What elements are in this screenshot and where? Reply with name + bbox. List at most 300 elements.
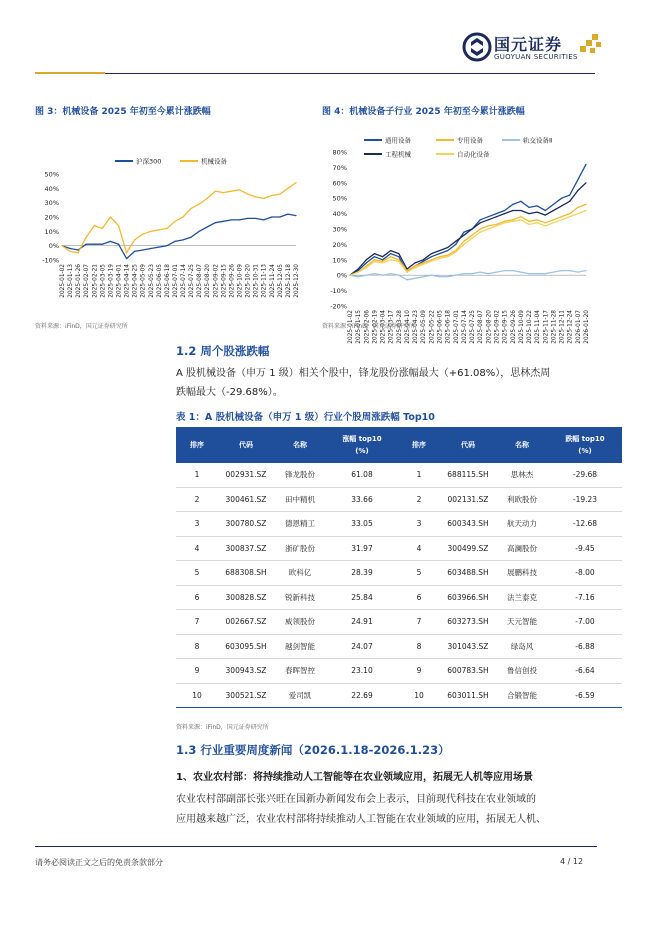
col-header-fall-a: 跌幅 top10 [565,435,605,443]
data-point [431,256,432,257]
table-cell-v2: -7.00 [548,610,622,635]
data-point [504,213,505,214]
table-cell-c1: 300780.SZ [218,512,274,537]
legend-label: 沪深300 [136,157,162,166]
data-point [471,235,472,236]
y-tick-label: 40% [44,184,59,193]
data-point [166,245,167,246]
stock-performance-table [176,427,622,708]
x-tick-label: 2026-01-20 [584,310,590,344]
data-point [239,219,240,220]
table-cell-c1: 688308.SH [218,561,274,586]
table-cell-r1: 9 [176,659,218,684]
table-cell-v1: 28.39 [326,561,398,586]
data-point [182,216,183,217]
table-row [176,585,622,610]
data-point [271,195,272,196]
data-point [94,225,95,226]
table-cell-c1: 603095.SH [218,634,274,659]
data-point [545,210,546,211]
data-point [537,273,538,274]
data-point [231,219,232,220]
y-tick-label: 70% [332,163,347,172]
data-point [207,226,208,227]
x-tick-label: 2025-01-02 [60,264,66,298]
x-tick-label: 2025-04-25 [132,264,139,298]
data-point [415,262,416,263]
y-tick-label: -20% [330,302,347,311]
data-point [561,198,562,199]
table-header-row [176,427,622,463]
table-cell-r2: 7 [398,610,440,635]
data-point [255,218,256,219]
company-logo [462,30,612,70]
data-point [545,273,546,274]
data-point [520,201,521,202]
legend-label: 通用设备 [385,136,411,145]
data-point [366,267,367,268]
data-point [480,219,481,220]
table-cell-n1: 浙矿股份 [274,536,326,561]
data-point [553,210,554,211]
data-point [174,221,175,222]
table-cell-r1: 10 [176,683,218,708]
x-tick-label: 2025-03-28 [396,310,403,344]
news-para-line1: 农业农村部副部长张兴旺在国新办新闻发布会上表示，目前现代科技在农业领域的 [176,794,536,805]
data-point [528,221,529,222]
data-point [431,275,432,276]
data-point [455,244,456,245]
data-point [585,182,586,183]
data-point [553,219,554,220]
table-cell-n1: 德恩精工 [274,512,326,537]
col-header-name: 名称 [274,427,326,463]
logo-emblem-icon [462,32,492,62]
data-point [512,270,513,271]
data-point [102,244,103,245]
x-tick-label: 2025-06-05 [437,310,444,344]
data-point [431,259,432,260]
data-point [537,211,538,212]
table-cell-c1: 300461.SZ [218,487,274,512]
data-point [488,216,489,217]
table-cell-n2: 法兰泰克 [496,585,548,610]
x-tick-label: 2025-05-09 [140,264,147,298]
data-point [223,192,224,193]
x-tick-label: 2025-05-22 [429,310,436,344]
x-tick-label: 2025-01-02 [348,310,354,344]
data-point [215,222,216,223]
data-point [496,272,497,273]
data-point [463,235,464,236]
data-point [577,272,578,273]
data-point [471,228,472,229]
data-point [423,261,424,262]
table-cell-v1: 23.10 [326,659,398,684]
legend-label: 轨交设备Ⅱ [523,136,553,145]
table-cell-v2: -9.45 [548,536,622,561]
data-point [166,228,167,229]
data-point [86,236,87,237]
logo-text-en: GUOYUAN SECURITIES [494,53,578,61]
data-point [406,279,407,280]
table-cell-n1: 越剑智能 [274,634,326,659]
x-tick-label: 2025-11-04 [535,310,542,344]
data-point [366,259,367,260]
data-point [406,268,407,269]
x-tick-label: 2025-12-30 [294,264,300,298]
table-cell-n1: 春晖智控 [274,659,326,684]
data-point [577,179,578,180]
table-cell-r2: 10 [398,683,440,708]
x-tick-label: 2025-10-09 [237,264,244,298]
data-point [439,258,440,259]
data-point [255,196,256,197]
table-cell-c2: 603273.SH [440,610,496,635]
figure3-source: 资料来源：iFinD，国元证券研究所 [35,323,128,330]
data-point [398,259,399,260]
x-tick-label: 2025-02-19 [372,310,379,344]
data-point [366,262,367,263]
table-cell-v2: -6.88 [548,634,622,659]
data-point [247,218,248,219]
col-header-rank: 排序 [176,427,218,463]
data-point [374,273,375,274]
x-tick-label: 2025-01-15 [356,310,363,344]
table-cell-r2: 8 [398,634,440,659]
table-cell-n2: 思林杰 [496,463,548,487]
table-cell-r2: 4 [398,536,440,561]
table-cell-c1: 300943.SZ [218,659,274,684]
data-point [406,272,407,273]
data-point [520,216,521,217]
news-para-line2: 应用越来越广泛，农业农村部将持续推动人工智能在农业领域的应用，拓展无人机、 [176,814,546,825]
data-point [480,222,481,223]
data-point [78,252,79,253]
data-point [488,228,489,229]
data-point [142,234,143,235]
data-point [423,276,424,277]
legend-label: 工程机械 [385,150,411,159]
data-point [463,231,464,232]
x-tick-label: 2025-09-26 [510,310,517,344]
x-tick-label: 2025-07-14 [461,310,468,344]
data-point [94,244,95,245]
data-point [199,231,200,232]
data-point [447,256,448,257]
series-line-1 [62,183,296,253]
data-point [295,182,296,183]
data-point [471,273,472,274]
data-point [199,204,200,205]
x-tick-label: 2025-05-09 [421,310,428,344]
x-tick-label: 2026-01-07 [575,310,582,344]
data-point [158,247,159,248]
y-tick-label: 0% [48,242,59,251]
data-point [512,204,513,205]
table-cell-r2: 6 [398,585,440,610]
figure4-title: 图 4：机械设备子行业 2025 年初至今累计涨跌幅 [322,107,525,117]
data-point [545,225,546,226]
data-point [455,241,456,242]
data-point [287,214,288,215]
data-point [223,221,224,222]
x-tick-label: 2025-04-10 [404,310,411,344]
table-cell-n2: 天元智能 [496,610,548,635]
y-tick-label: -10% [42,256,59,265]
x-tick-label: 2025-12-05 [277,264,284,298]
col-header-fall-b: (%) [578,447,592,455]
data-point [488,219,489,220]
data-point [561,219,562,220]
data-point [439,276,440,277]
y-tick-label: 50% [332,194,347,203]
data-point [239,189,240,190]
x-tick-label: 2025-11-24 [269,264,276,298]
page-number: 4 / 12 [560,857,584,866]
data-point [174,241,175,242]
data-point [390,250,391,251]
data-point [134,251,135,252]
col-header-rise-a: 涨幅 top10 [342,435,382,443]
table-cell-c1: 300521.SZ [218,683,274,708]
data-point [496,216,497,217]
table-cell-c2: 688115.SH [440,463,496,487]
data-point [150,231,151,232]
table-cell-c2: 600343.SH [440,512,496,537]
data-point [215,191,216,192]
col-header-rank2: 排序 [398,427,440,463]
data-point [488,225,489,226]
x-tick-label: 2025-08-20 [486,310,493,344]
x-tick-label: 2025-04-23 [413,310,420,344]
x-tick-label: 2025-02-07 [84,264,91,298]
data-point [366,275,367,276]
table-cell-n2: 航天动力 [496,512,548,537]
y-tick-label: 30% [44,199,59,208]
logo-text-cn: 国元证券 [494,35,563,54]
data-point [569,216,570,217]
series-line-0 [62,214,296,259]
data-point [431,253,432,254]
data-point [561,270,562,271]
table-cell-c2: 603966.SH [440,585,496,610]
section-title-1-3: 1.3 行业重要周度新闻（2026.1.18-2026.1.23） [176,743,450,757]
data-point [520,210,521,211]
y-tick-label: 10% [332,256,347,265]
data-point [69,248,70,249]
data-point [207,198,208,199]
data-point [585,210,586,211]
data-point [191,236,192,237]
data-point [374,261,375,262]
x-tick-label: 2025-11-28 [551,310,558,344]
table-cell-r2: 5 [398,561,440,586]
data-point [553,222,554,223]
data-point [358,272,359,273]
table1-title: 表 1：A 股机械设备（申万 1 级）行业个股周涨跌幅 Top10 [176,412,435,423]
y-tick-label: 0% [336,271,347,280]
data-point [537,205,538,206]
table-cell-n1: 锐新科技 [274,585,326,610]
data-point [447,247,448,248]
x-tick-label: 2025-12-11 [559,310,566,344]
table-cell-n2: 合锻智能 [496,683,548,708]
data-point [528,207,529,208]
data-point [569,213,570,214]
data-point [382,262,383,263]
data-point [585,270,586,271]
data-point [496,213,497,214]
data-point [496,224,497,225]
table-row [176,512,622,537]
x-tick-label: 2025-07-01 [172,264,179,298]
x-tick-label: 2025-06-18 [445,310,452,344]
table-cell-v1: 24.91 [326,610,398,635]
x-tick-label: 2025-06-18 [164,264,171,298]
data-point [382,259,383,260]
data-point [415,265,416,266]
x-tick-label: 2025-09-02 [494,310,501,344]
table-row [176,634,622,659]
data-point [504,221,505,222]
data-point [504,270,505,271]
x-tick-label: 2025-07-14 [181,264,188,298]
col-header-rise [326,427,398,463]
data-point [545,215,546,216]
table-cell-c2: 600783.SH [440,659,496,684]
x-tick-label: 2025-03-17 [388,310,395,344]
table-cell-v2: -29.68 [548,463,622,487]
legend-label: 自动化设备 [457,150,490,159]
table-cell-v1: 61.08 [326,463,398,487]
data-point [455,252,456,253]
x-tick-label: 2025-08-07 [478,310,485,344]
series-line-1 [350,204,586,275]
table-cell-c1: 002667.SZ [218,610,274,635]
data-point [415,278,416,279]
table-cell-c2: 002131.SZ [440,487,496,512]
table-row [176,463,622,487]
data-point [577,207,578,208]
table-row [176,683,622,708]
data-point [358,268,359,269]
data-point [447,276,448,277]
x-tick-label: 2025-08-20 [205,264,212,298]
table-cell-n1: 田中精机 [274,487,326,512]
table-cell-c2: 603011.SH [440,683,496,708]
data-point [512,221,513,222]
x-tick-label: 2025-05-23 [148,264,155,298]
section-1-2-para-line2: 跌幅最大（-29.68%）。 [176,387,283,398]
legend-label: 机械设备 [201,157,227,166]
data-point [118,244,119,245]
data-point [553,204,554,205]
table1-source: 资料来源：iFinD，国元证券研究所 [176,724,269,731]
x-tick-label: 2025-07-25 [189,264,196,298]
data-point [247,193,248,194]
table-cell-r1: 2 [176,487,218,512]
data-point [569,195,570,196]
x-tick-label: 2025-08-07 [197,264,204,298]
col-header-rise-b: (%) [355,447,369,455]
x-tick-label: 2025-07-01 [453,310,460,344]
data-point [398,253,399,254]
data-point [295,215,296,216]
table-row [176,487,622,512]
data-point [349,275,350,276]
section-title-1-2: 1.2 周个股涨跌幅 [176,344,270,358]
x-tick-label: 2025-10-31 [253,264,260,298]
data-point [569,270,570,271]
logo-gold-mark-icon [580,34,602,56]
col-header-code2: 代码 [440,427,496,463]
x-tick-label: 2025-04-01 [116,264,123,298]
table-cell-r1: 5 [176,561,218,586]
y-tick-label: 10% [44,227,59,236]
table-cell-c1: 300828.SZ [218,585,274,610]
table-cell-v2: -6.64 [548,659,622,684]
data-point [126,252,127,253]
data-point [382,275,383,276]
footer-rule [35,846,597,847]
data-point [374,253,375,254]
data-point [471,238,472,239]
data-point [439,253,440,254]
data-point [537,219,538,220]
table-row [176,561,622,586]
data-point [398,275,399,276]
figure3-title: 图 3：机械设备 2025 年初至今累计涨跌幅 [35,107,211,117]
table-cell-n1: 锋龙股份 [274,463,326,487]
data-point [577,190,578,191]
data-point [528,273,529,274]
y-tick-label: 60% [332,179,347,188]
table-cell-v2: -8.00 [548,561,622,586]
data-point [182,239,183,240]
data-point [431,261,432,262]
data-point [545,222,546,223]
data-point [480,228,481,229]
table-cell-v2: -6.59 [548,683,622,708]
data-point [61,245,62,246]
table-cell-v1: 33.05 [326,512,398,537]
data-point [528,224,529,225]
data-point [447,255,448,256]
table-cell-n1: 威领股份 [274,610,326,635]
data-point [263,219,264,220]
x-tick-label: 2025-03-05 [100,264,107,298]
x-tick-label: 2025-10-20 [245,264,252,298]
data-point [585,164,586,165]
data-point [69,251,70,252]
table-cell-v1: 33.66 [326,487,398,512]
table-cell-r2: 1 [398,463,440,487]
x-tick-label: 2025-12-24 [567,310,574,344]
data-point [512,210,513,211]
data-point [110,216,111,217]
data-point [102,228,103,229]
data-point [480,231,481,232]
x-tick-label: 2025-07-25 [470,310,477,344]
data-point [463,241,464,242]
x-tick-label: 2025-12-18 [285,264,292,298]
data-point [439,250,440,251]
data-point [553,272,554,273]
figure4-source: 资料来源：iFinD，国元证券研究所 [322,323,415,330]
table-cell-n2: 展鹏科技 [496,561,548,586]
x-tick-label: 2025-01-13 [68,264,75,298]
